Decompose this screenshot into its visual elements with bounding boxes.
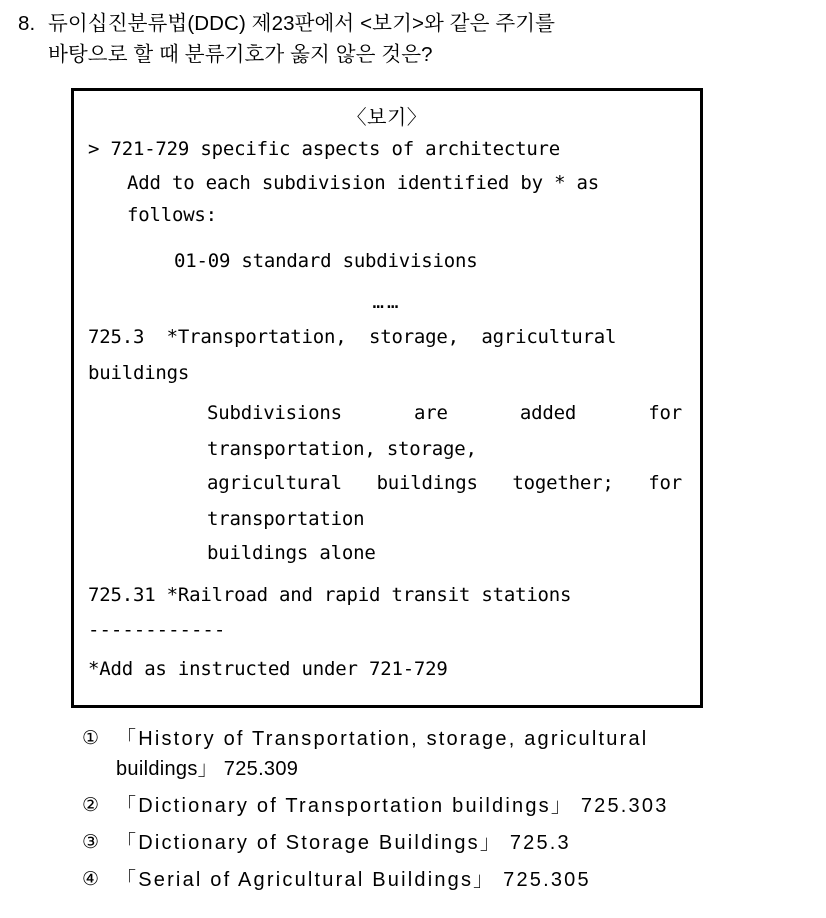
excerpt-line-schedule-range: > 721-729 specific aspects of architecture: [88, 138, 561, 160]
choice-3-body: [116, 828, 812, 858]
choice-1-line-2: buildings」 725.309: [116, 758, 299, 780]
choice-4-marker: ④: [82, 869, 100, 890]
question-text-line-2: 바탕으로 할 때 분류기호가 옳지 않은 것은?: [48, 43, 433, 66]
excerpt-line-ellipsis: ……: [372, 291, 402, 313]
choice-4[interactable]: [82, 865, 812, 895]
choice-2-body: [116, 791, 812, 821]
question-text-line-1: 듀이십진분류법(DDC) 제23판에서 <보기>와 같은 주기를: [48, 12, 556, 35]
excerpt-box: [71, 88, 703, 708]
choice-4-line-1: 「Serial of Agricultural Buildings」 725.305: [116, 869, 591, 891]
excerpt-line-note-2: transportation, storage,: [207, 438, 477, 460]
question-line-2: [18, 39, 808, 70]
choice-3-line-1: 「Dictionary of Storage Buildings」 725.3: [116, 832, 571, 854]
choice-4-body: [116, 865, 812, 895]
choice-3[interactable]: [82, 828, 812, 858]
excerpt-divider: ------------: [88, 619, 226, 641]
choice-1-marker: ①: [82, 728, 100, 749]
choice-2-marker: ②: [82, 795, 100, 816]
question-stem: [18, 8, 808, 70]
excerpt-line-standard-subdivisions: 01-09 standard subdivisions: [174, 250, 478, 272]
choice-2[interactable]: [82, 791, 812, 821]
question-line-1: [18, 8, 808, 39]
excerpt-line-class-725-3: 725.3 *Transportation, storage, agricultural: [88, 326, 617, 348]
excerpt-line-add-note: Add to each subdivision identified by * as: [127, 172, 600, 194]
excerpt-line-add-note-cont: follows:: [127, 204, 217, 226]
choice-1[interactable]: [82, 724, 812, 784]
excerpt-line-footnote: *Add as instructed under 721-729: [88, 658, 448, 680]
excerpt-line-note-4: transportation: [207, 508, 365, 530]
choice-1-line-1: 「History of Transportation, storage, agricultural: [116, 728, 649, 750]
question-number: 8.: [18, 12, 36, 35]
excerpt-line-note-5: buildings alone: [207, 542, 376, 564]
choice-3-marker: ③: [82, 832, 100, 853]
excerpt-title: 〈보기〉: [346, 107, 428, 129]
excerpt-line-note-3: agricultural buildings together; for: [207, 472, 682, 494]
excerpt-content: [74, 91, 700, 705]
excerpt-line-class-725-31: 725.31 *Railroad and rapid transit stations: [88, 584, 572, 606]
answer-choices: [82, 724, 812, 902]
choice-1-body: [116, 724, 812, 784]
excerpt-line-note-1: Subdivisions are added for: [207, 402, 682, 424]
excerpt-line-class-725-3-cont: buildings: [88, 362, 190, 384]
choice-2-line-1: 「Dictionary of Transportation buildings」 725.303: [116, 795, 669, 817]
